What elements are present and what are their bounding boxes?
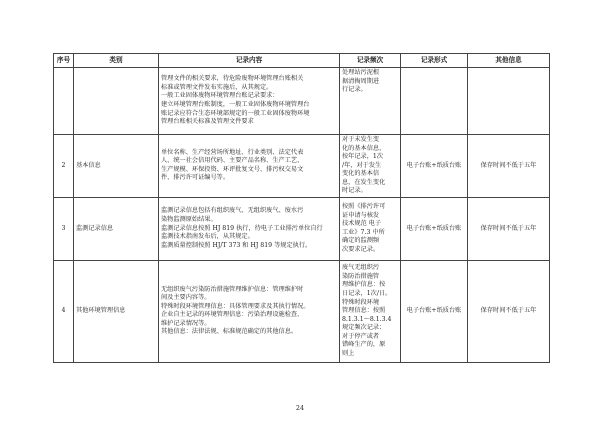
content-line: 建立环境管理台账制度，一般工业固体废物环境管理台	[161, 101, 310, 108]
content-line: 企业自主记录的环境管理信息：污染治理设施检查、	[161, 311, 304, 319]
freq-line: 技术规范 电子	[342, 220, 382, 228]
header-form: 记录形式	[401, 54, 468, 68]
cell-category: 其他环境管理信息	[74, 260, 159, 362]
content-line: 染物监测原始结果。	[161, 216, 217, 223]
cell-num: 3	[54, 197, 74, 260]
table-row	[54, 135, 550, 198]
freq-line: 化的基本信息，	[342, 144, 386, 152]
freq-line: 据清掏周期进	[342, 77, 380, 85]
freq-line: 规定频次记录；	[342, 324, 386, 332]
cell-other	[468, 68, 550, 135]
freq-line: 确定的监测频	[342, 237, 380, 245]
cell-content	[159, 135, 340, 198]
freq-line: 染防治措施管	[342, 272, 380, 280]
content-line: 标准或管理文件发布实施后，从其规定。	[161, 83, 273, 91]
cell-other: 保存时间不低于五年	[468, 197, 550, 260]
freq-line: 对于未发生变	[342, 136, 380, 143]
content-line: 监测质量控制按照 HJ/T 373 和 HJ 819 等规定执行。	[161, 241, 312, 249]
content-line: 件、排污许可证编号等。	[161, 174, 230, 182]
cell-frequency	[340, 197, 401, 260]
content-line: 账记录应符合生态环境部规定的一般工业固体废物环境	[161, 109, 310, 117]
cell-frequency	[340, 68, 401, 135]
content-line: 管理文件的相关要求，待危险废物环境管理台账相关	[161, 75, 304, 83]
content-line: 维护记录情况等。	[161, 319, 211, 327]
content-line: 无组织废气污染防治措施管理维护信息：管理维护时	[161, 285, 304, 293]
cell-form: 电子台账+纸质台账	[401, 260, 468, 362]
freq-line: 行记录。	[342, 86, 367, 94]
freq-line: 错峰生产的，原	[342, 341, 386, 349]
header-other: 其他信息	[468, 54, 550, 68]
cell-num: 4	[54, 260, 74, 362]
content-line: 其他信息：法律法规、标准规范确定的其他信息。	[161, 328, 298, 336]
freq-line: 按年记录，1次	[342, 153, 384, 161]
cell-num: 2	[54, 135, 74, 198]
table-header-row	[54, 54, 550, 68]
page-number: 24	[295, 404, 305, 412]
header-frequency: 记录频次	[340, 54, 401, 68]
cell-category: 监测记录信息	[74, 197, 159, 260]
content-line: 间及主要内容等。	[161, 294, 211, 302]
cell-category	[74, 68, 159, 135]
freq-line: 处理站污泥根	[342, 69, 380, 76]
cell-other: 保存时间不低于五年	[468, 135, 550, 198]
content-line: 监测技术指南发布后，从其规定。	[161, 233, 254, 241]
cell-frequency	[340, 135, 401, 198]
cell-form: 电子台账+纸质台账	[401, 135, 468, 198]
freq-line: 息，在发生变化	[342, 178, 386, 186]
freq-line: 8.1.3.1～8.1.3.4	[342, 315, 392, 323]
cell-frequency	[340, 260, 401, 362]
cell-category: 基本信息	[74, 135, 159, 198]
content-line: 特殊时段环境管理信息：具体管理要求及其执行情况。	[161, 302, 310, 310]
table-row-continuation	[54, 68, 550, 135]
freq-line: 废气无组织污	[342, 264, 380, 272]
table-row	[54, 197, 550, 260]
freq-line: 工业》7.3 中所	[342, 228, 385, 236]
freq-line: 特殊时段环境	[342, 298, 380, 306]
cell-content	[159, 260, 340, 362]
content-line: 一般工业固体废物环境管理台账记录要求：	[161, 92, 279, 100]
content-line: 单位名称、生产经营场所地址、行业类别、法定代表	[161, 148, 304, 156]
freq-line: 管理信息：按照	[342, 307, 386, 315]
content-line: 管理台账相关标准及管理文件要求	[161, 118, 254, 126]
freq-line: 理维护信息：按	[342, 281, 386, 289]
content-line: 监测记录信息包括有组织废气、无组织废气、废水污	[161, 207, 304, 215]
cell-content	[159, 68, 340, 135]
freq-line: /年，对于发生	[342, 161, 382, 169]
content-line: 人、统一社会信用代码、主要产品名称、生产工艺、	[161, 157, 304, 165]
content-line: 生产规模、环保投资、环评批复文号、排污权交易文	[161, 165, 304, 173]
header-num: 序号	[54, 54, 74, 68]
header-category: 类别	[74, 54, 159, 68]
cell-other: 保存时间不低于五年	[468, 260, 550, 362]
cell-form: 电子台账+纸质台账	[401, 197, 468, 260]
record-table	[53, 53, 550, 363]
table-row	[54, 260, 550, 362]
header-content: 记录内容	[159, 54, 340, 68]
freq-line: 则上	[342, 349, 355, 357]
cell-form	[401, 68, 468, 135]
freq-line: 变化的基本信	[342, 170, 380, 178]
cell-num	[54, 68, 74, 135]
cell-content	[159, 197, 340, 260]
freq-line: 时记录。	[342, 187, 367, 195]
freq-line: 按照《排污许可	[342, 203, 386, 211]
freq-line: 日记录，1次/日。	[342, 289, 392, 297]
freq-line: 证申请与核发	[342, 211, 380, 219]
content-line: 监测记录信息按照 HJ 819 执行，待电子工业排污单位自行	[161, 224, 323, 232]
freq-line: 次要求记录。	[342, 245, 380, 253]
freq-line: 对于停产或者	[342, 332, 380, 340]
